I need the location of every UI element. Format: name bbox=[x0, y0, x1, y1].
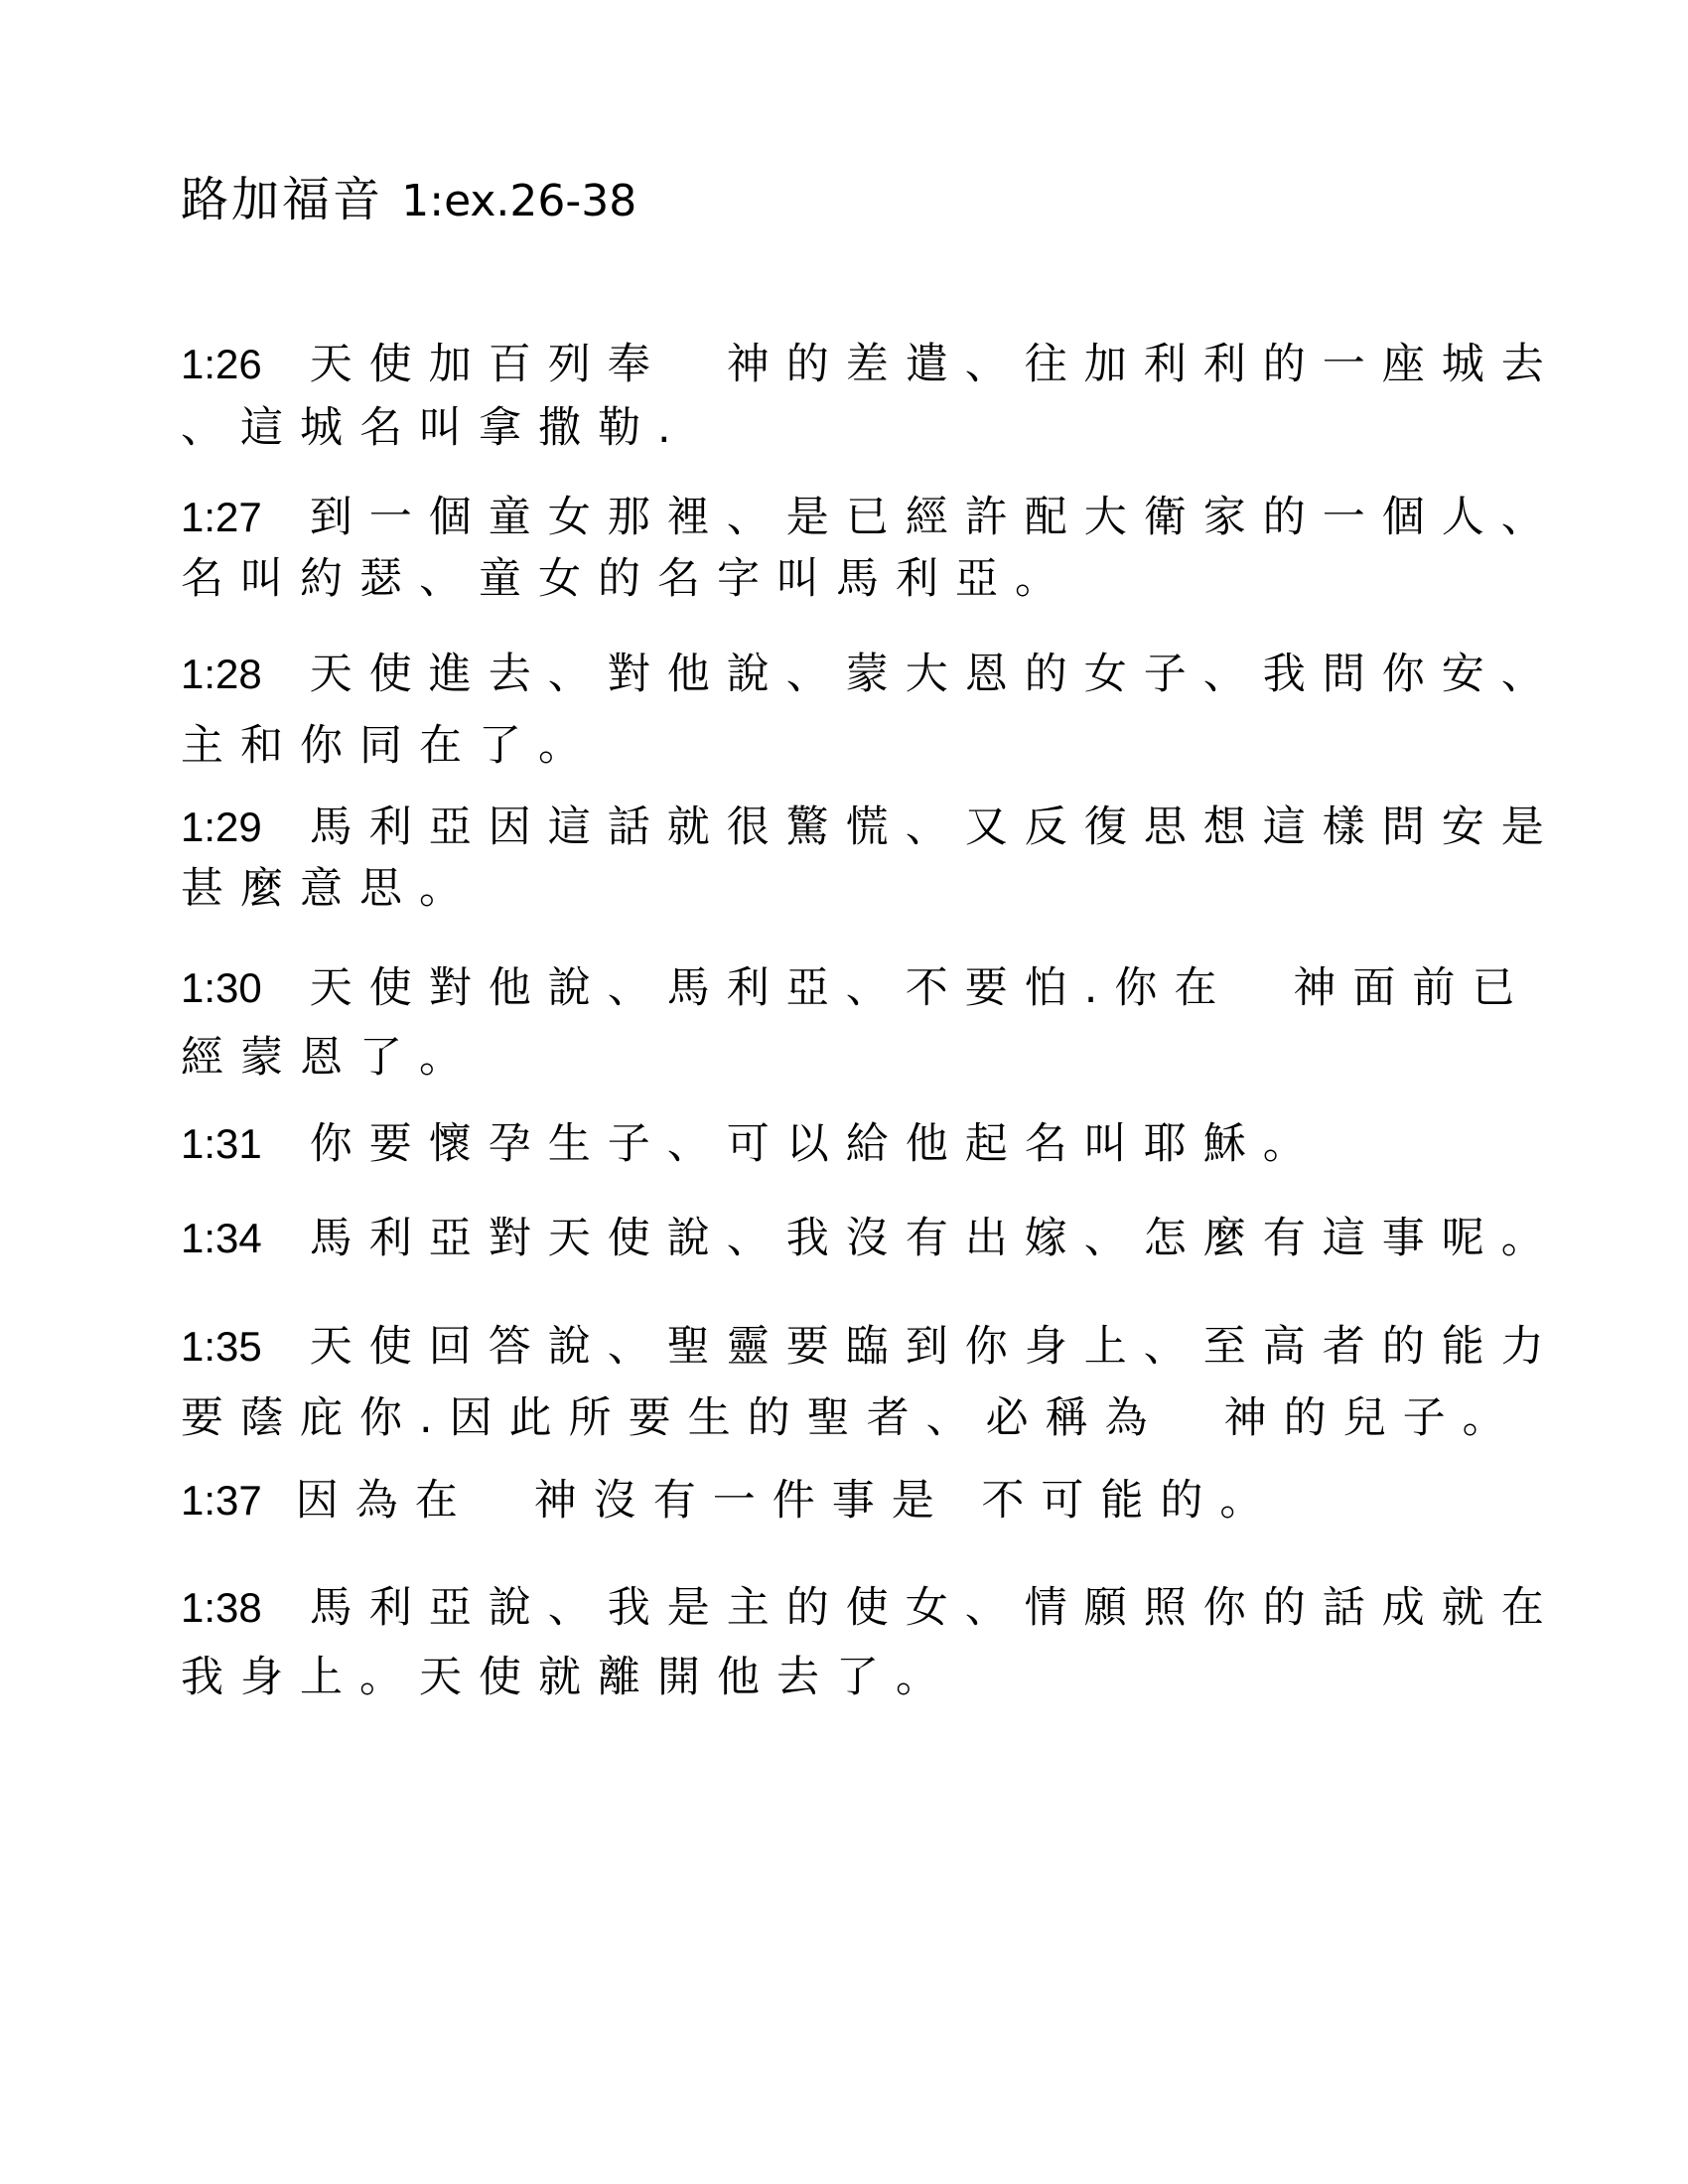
verse-line: 甚麼意思。 bbox=[181, 864, 479, 914]
page-title bbox=[181, 161, 636, 229]
verse-number: 1:31 bbox=[181, 1120, 262, 1167]
verse-1-37 bbox=[181, 1470, 1489, 1531]
verse-text: 你要懷孕生子、可以給他起名叫耶穌。 bbox=[309, 1119, 1323, 1169]
verse-1-29 bbox=[181, 797, 1561, 920]
verse-number: 1:35 bbox=[181, 1323, 262, 1370]
verse-number: 1:38 bbox=[181, 1584, 262, 1631]
verse-number: 1:30 bbox=[181, 964, 262, 1011]
verse-line bbox=[181, 1573, 1561, 1643]
verse-1-38 bbox=[181, 1573, 1561, 1712]
verse-text: 馬利亞對天使說、我沒有出嫁、怎麼有這事呢。 bbox=[309, 1214, 1561, 1263]
verse-line: 經蒙恩了。 bbox=[181, 1033, 479, 1083]
verse-line bbox=[181, 1470, 1489, 1531]
verse-line bbox=[181, 953, 1532, 1023]
verse-line bbox=[181, 1208, 1561, 1269]
verse-line bbox=[181, 1311, 1561, 1383]
verse-line: 我身上。天使就離開他去了。 bbox=[181, 1653, 955, 1702]
verse-1-35 bbox=[181, 1311, 1561, 1454]
verse-1-28 bbox=[181, 639, 1561, 782]
verse-number: 1:29 bbox=[181, 803, 262, 850]
verse-text: 天使加百列奉 神的差遣、往加利利的一座城去 bbox=[309, 340, 1561, 389]
verse-number: 1:26 bbox=[181, 341, 262, 387]
verse-line bbox=[181, 639, 1561, 710]
chapter-reference: 1:ex.26-38 bbox=[401, 176, 637, 226]
verse-text: 天使對他說、馬利亞、不要怕.你在 神面前已 bbox=[309, 963, 1532, 1013]
verse-text: 馬利亞因這話就很驚慌、又反復思想這樣問安是 bbox=[309, 802, 1561, 852]
verse-1-26 bbox=[181, 333, 1561, 460]
book-name: 路加福音 bbox=[181, 172, 384, 227]
verse-number: 1:34 bbox=[181, 1215, 262, 1261]
verse-number: 1:27 bbox=[181, 494, 262, 540]
verse-line: 名叫約瑟、童女的名字叫馬利亞。 bbox=[181, 554, 1074, 604]
verse-1-31 bbox=[181, 1113, 1489, 1175]
verse-1-27 bbox=[181, 487, 1561, 610]
verse-text: 馬利亞說、我是主的使女、情願照你的話成就在 bbox=[309, 1583, 1561, 1633]
verse-line: 、這城名叫拿撒勒. bbox=[181, 403, 688, 453]
verse-text: 到一個童女那裡、是已經許配大衛家的一個人、 bbox=[309, 493, 1561, 542]
verse-line: 主和你同在了。 bbox=[181, 721, 598, 771]
verse-number: 1:37 bbox=[181, 1477, 262, 1524]
verse-1-30 bbox=[181, 953, 1532, 1092]
verse-line bbox=[181, 333, 1561, 396]
verse-text: 因為在 神沒有一件事是 不可能的。 bbox=[295, 1476, 1280, 1526]
verse-text: 天使進去、對他說、蒙大恩的女子、我問你安、 bbox=[309, 650, 1561, 699]
verse-line bbox=[181, 797, 1561, 858]
verse-1-34 bbox=[181, 1208, 1561, 1269]
verse-line: 要蔭庇你.因此所要生的聖者、必稱為 神的兒子。 bbox=[181, 1393, 1522, 1443]
verse-number: 1:28 bbox=[181, 651, 262, 697]
verse-line bbox=[181, 487, 1561, 548]
verse-line bbox=[181, 1113, 1489, 1175]
verse-text: 天使回答說、聖靈要臨到你身上、至高者的能力 bbox=[309, 1322, 1561, 1372]
